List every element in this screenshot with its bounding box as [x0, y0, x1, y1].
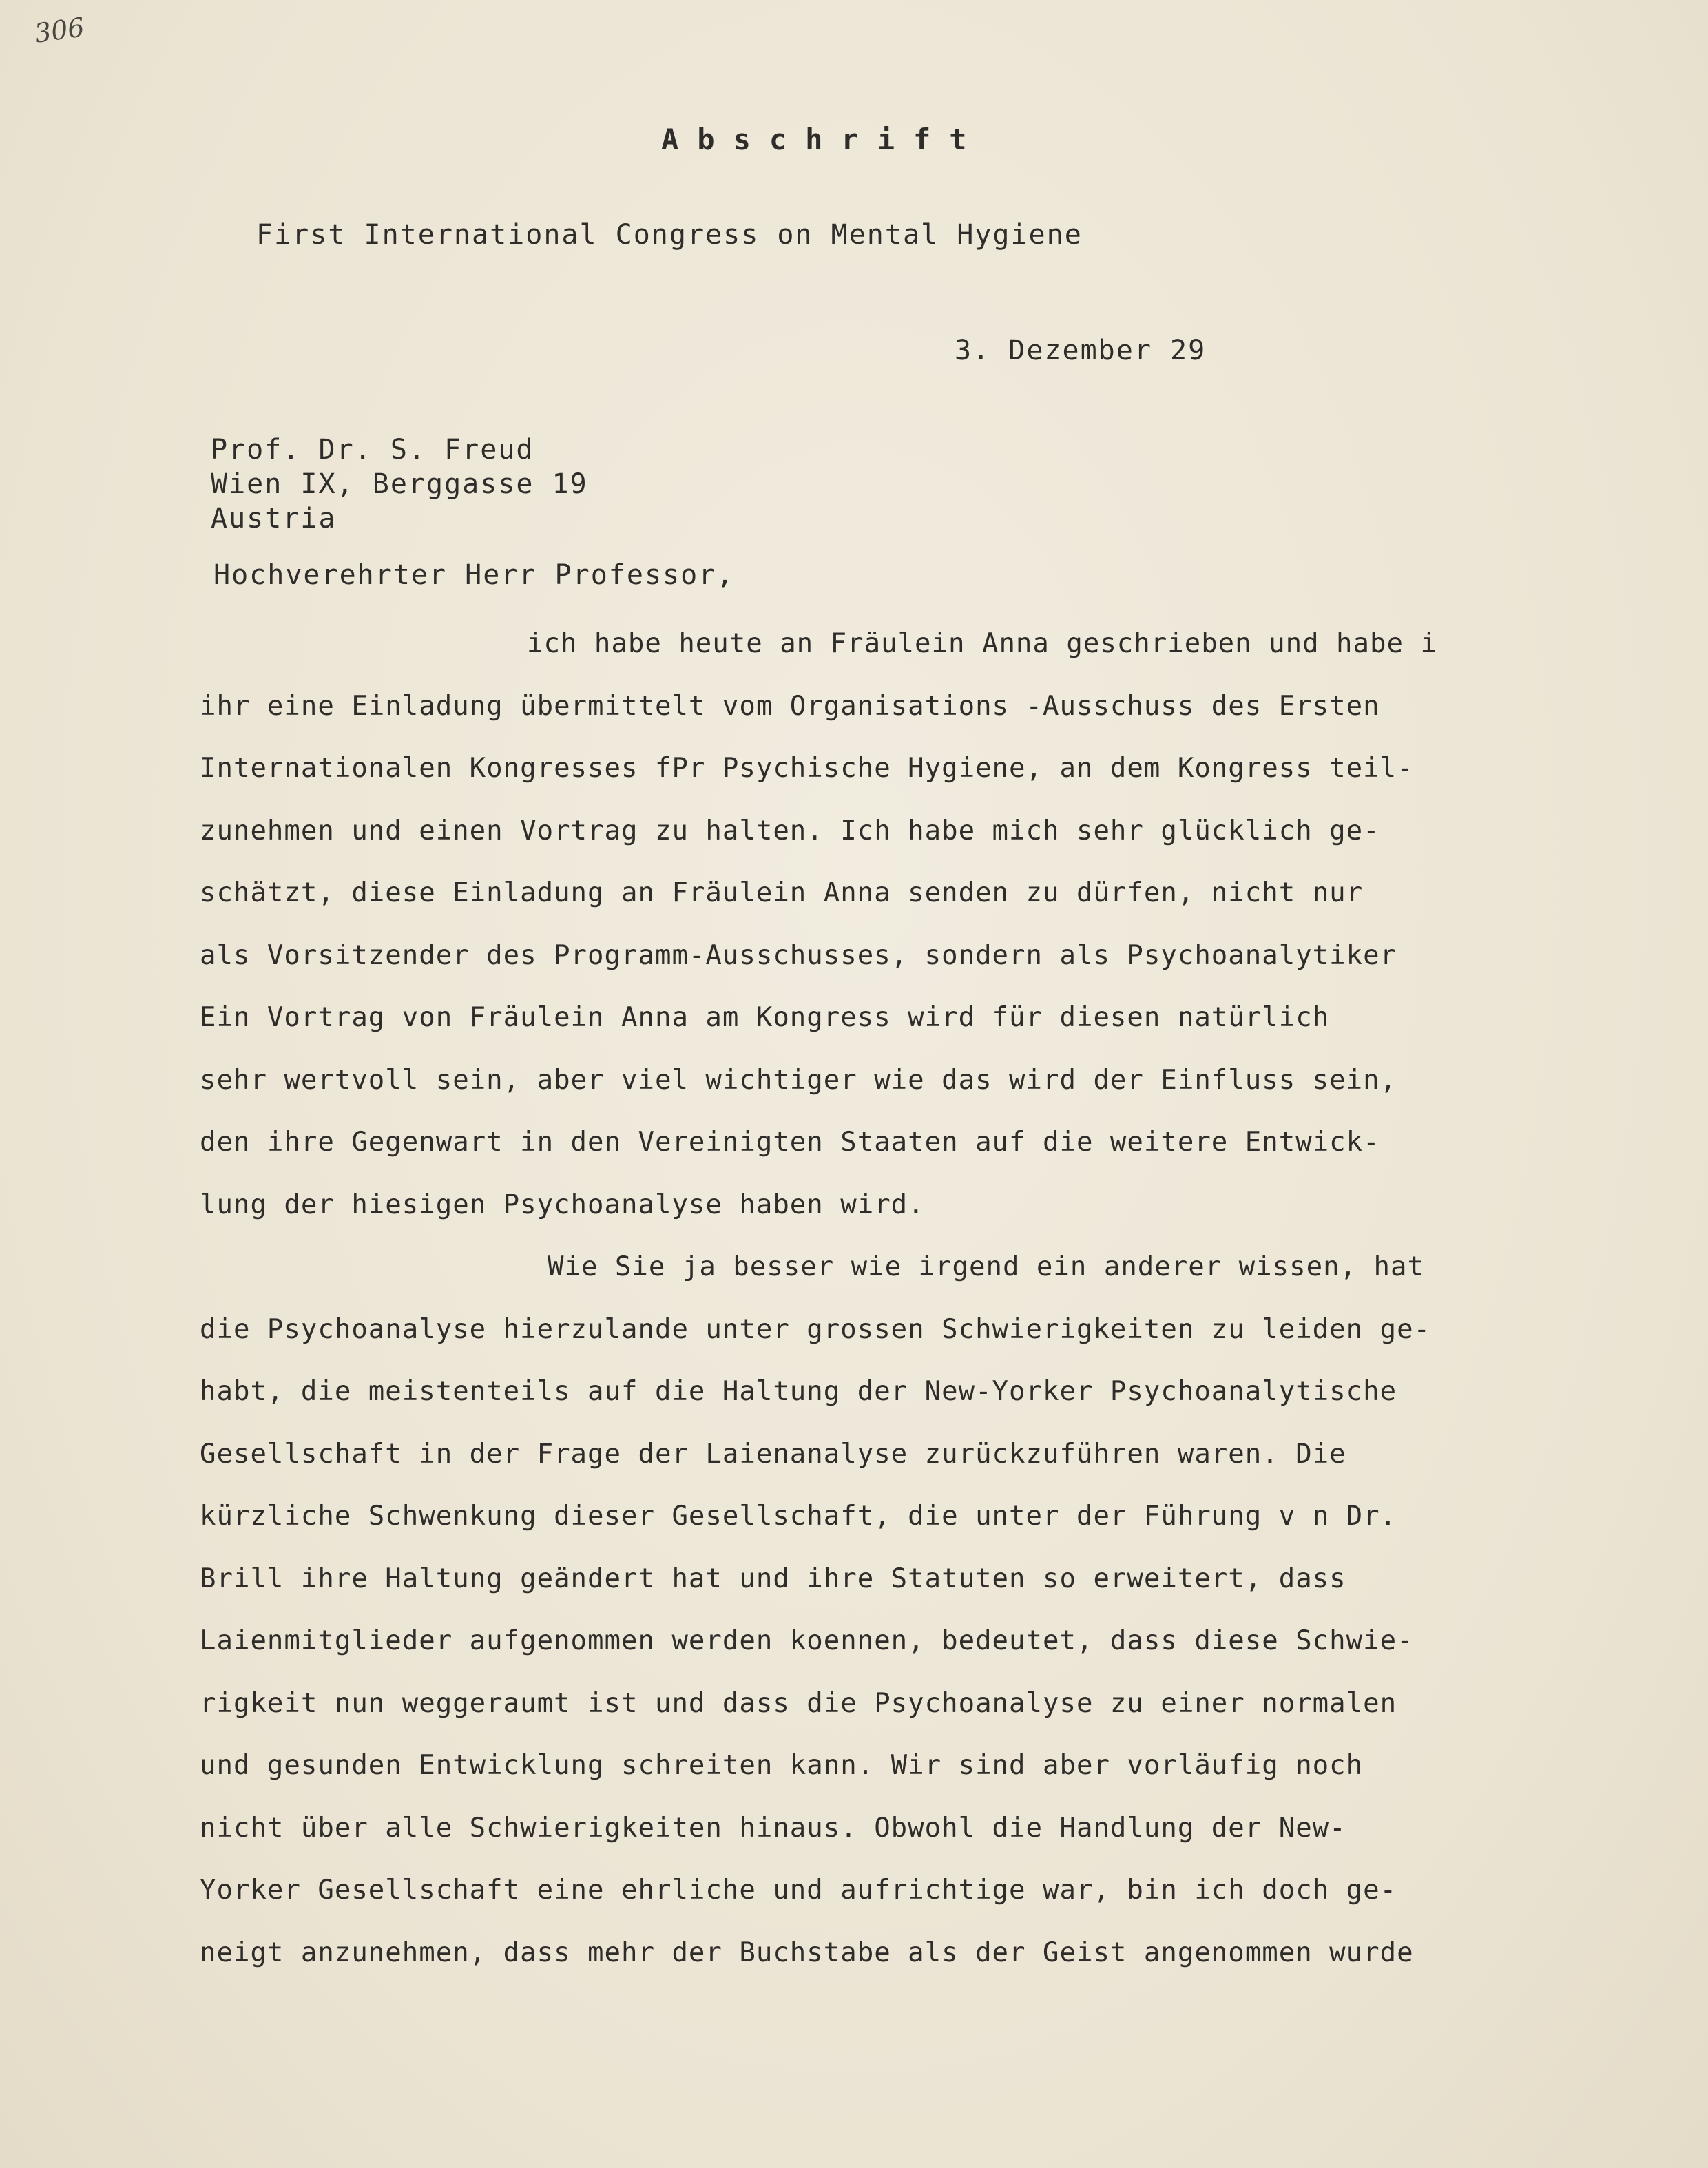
recipient-address [211, 432, 588, 536]
body-line: ihr eine Einladung übermittelt vom Organisations -Ausschuss des Ersten [200, 690, 1380, 722]
letterhead-congress: First International Congress on Mental Hygiene [256, 219, 1083, 251]
body-line: zunehmen und einen Vortrag zu halten. Ich habe mich sehr glücklich ge- [200, 815, 1380, 846]
address-line-3: Austria [211, 503, 337, 534]
letter-date: 3. Dezember 29 [955, 335, 1207, 366]
body-line: Laienmitglieder aufgenommen werden koennen, bedeutet, dass diese Schwie- [200, 1625, 1414, 1656]
address-line-1: Prof. Dr. S. Freud [211, 434, 534, 466]
address-line-2: Wien IX, Berggasse 19 [211, 468, 588, 500]
body-line: die Psychoanalyse hierzulande unter grossen Schwierigkeiten zu leiden ge- [200, 1313, 1431, 1345]
body-line: Yorker Gesellschaft eine ehrliche und aufrichtige war, bin ich doch ge- [200, 1875, 1397, 1906]
body-line: habt, die meistenteils auf die Haltung der New-Yorker Psychoanalytische [200, 1376, 1397, 1407]
body-line: als Vorsitzender des Programm-Ausschusses, sondern als Psychoanalytiker [200, 939, 1397, 971]
body-line: den ihre Gegenwart in den Vereinigten Staaten auf die weitere Entwick- [200, 1127, 1380, 1158]
salutation: Hochverehrter Herr Professor, [214, 559, 735, 591]
body-line: rigkeit nun weggeraumt ist und dass die Psychoanalyse zu einer normalen [200, 1687, 1397, 1719]
body-line: neigt anzunehmen, dass mehr der Buchstabe als der Geist angenommen wurde [200, 1937, 1414, 1968]
body-line: und gesunden Entwicklung schreiten kann. Wir sind aber vorläufig noch [200, 1750, 1364, 1781]
body-line: ich habe heute an Fräulein Anna geschrieben und habe i [527, 628, 1437, 659]
letter-body [200, 613, 1639, 1984]
body-line: nicht über alle Schwierigkeiten hinaus. Obwohl die Handlung der New- [200, 1812, 1346, 1844]
body-line: Internationalen Kongresses fPr Psychische Hygiene, an dem Kongress teil- [200, 753, 1414, 784]
body-line: Ein Vortrag von Fräulein Anna am Kongress wird für diesen natürlich [200, 1002, 1330, 1033]
document-heading: Abschrift [661, 123, 986, 156]
body-line: Brill ihre Haltung geändert hat und ihre Statuten so erweitert, dass [200, 1563, 1346, 1594]
body-line: sehr wertvoll sein, aber viel wichtiger wie das wird der Einfluss sein, [200, 1064, 1397, 1096]
body-line: kürzliche Schwenkung dieser Gesellschaft, die unter der Führung v n Dr. [200, 1501, 1397, 1532]
body-line: Wie Sie ja besser wie irgend ein anderer wissen, hat [548, 1251, 1424, 1282]
archive-number: 306 [32, 12, 87, 49]
body-line: lung der hiesigen Psychoanalyse haben wird. [200, 1189, 925, 1220]
body-line: Gesellschaft in der Frage der Laienanalyse zurückzuführen waren. Die [200, 1438, 1346, 1470]
body-line: schätzt, diese Einladung an Fräulein Anna senden zu dürfen, nicht nur [200, 877, 1364, 908]
